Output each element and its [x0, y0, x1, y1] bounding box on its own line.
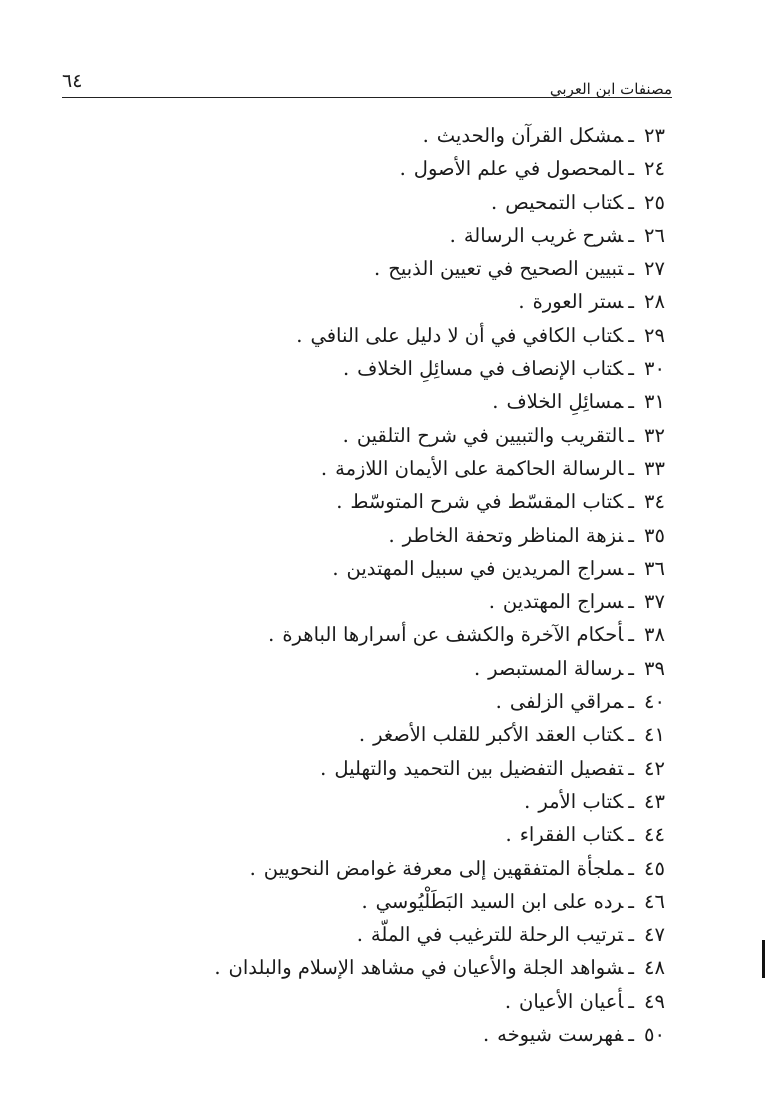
entry-period: . [296, 323, 303, 347]
entry-separator: ـ [628, 756, 634, 780]
entry-number: ٢٦ [644, 223, 665, 247]
entry-title: فهرست شيوخه [497, 1023, 624, 1047]
entry-number: ٣٣ [644, 456, 665, 480]
list-item [105, 685, 665, 718]
entry-title: الرسالة الحاكمة على الأيمان اللازمة [335, 456, 624, 480]
entry-separator: ـ [628, 357, 634, 381]
entry-separator: ـ [628, 556, 634, 580]
entry-number: ٥٠ [644, 1023, 665, 1047]
entry-title: رسالة المستبصر [488, 656, 624, 680]
entry-separator: ـ [628, 490, 634, 514]
entry-period: . [358, 723, 366, 747]
entry-number: ٣٥ [644, 523, 665, 547]
entry-separator: ـ [628, 789, 634, 813]
entry-title: أحكام الآخرة والكشف عن أسرارها الباهرة [282, 623, 624, 647]
entry-period: . [320, 756, 327, 780]
entry-period: . [518, 290, 525, 314]
entry-period: . [268, 623, 275, 647]
entry-number: ٣٧ [644, 590, 665, 614]
entry-period: . [422, 124, 429, 147]
entry-number: ٣١ [644, 390, 665, 414]
entry-separator: ـ [628, 956, 634, 980]
entry-separator: ـ [628, 1023, 634, 1047]
entry-separator: ـ [628, 390, 634, 414]
entry-title: مراقي الزلفى [509, 690, 624, 714]
entry-period: . [320, 456, 328, 480]
entry-period: . [491, 190, 498, 214]
list-item [105, 119, 665, 152]
entry-title: المحصول في علم الأصول [413, 157, 624, 181]
entry-number: ٢٩ [644, 323, 665, 347]
list-item [105, 652, 665, 685]
entry-number: ٣٩ [644, 656, 665, 680]
entry-number: ٢٤ [644, 157, 665, 181]
list-item [105, 785, 665, 818]
list-item [105, 485, 665, 518]
list-item [105, 186, 665, 219]
list-item [105, 352, 665, 385]
entry-title: كتاب العقد الأكبر للقلب الأصغر [373, 723, 624, 747]
entry-title: سراج المهتدين [502, 590, 624, 614]
entry-title: شواهد الجلة والأعيان في مشاهد الإسلام والبلدان [228, 956, 624, 980]
list-item [105, 285, 665, 318]
list-item [105, 718, 665, 751]
entry-separator: ـ [628, 889, 634, 913]
entry-separator: ـ [628, 456, 634, 480]
entry-title: كتاب الأمر [538, 789, 624, 813]
entry-number: ٤٢ [644, 756, 665, 780]
entry-title: كتاب المقسّط في شرح المتوسّط [350, 490, 624, 514]
page-header [62, 68, 672, 98]
entry-period: . [399, 157, 406, 181]
entry-period: . [249, 856, 256, 880]
list-item [105, 852, 665, 885]
entry-title: مسائِلِ الخلاف [506, 390, 624, 414]
entry-period: . [492, 390, 499, 414]
entry-title: ستر العورة [532, 290, 624, 314]
entry-number: ٣٨ [644, 623, 665, 647]
list-item [105, 818, 665, 851]
list-item [105, 385, 665, 418]
entry-title: ملجأة المتفقهين إلى معرفة غوامض النحويين [263, 856, 624, 880]
entry-title: التقريب والتبيين في شرح التلقين [356, 423, 624, 447]
entry-number: ٤٤ [644, 823, 665, 847]
list-item [105, 419, 665, 452]
entry-period: . [361, 889, 368, 913]
list-item [105, 885, 665, 918]
list-item [105, 552, 665, 585]
entry-separator: ـ [628, 523, 634, 547]
running-title: مصنفات ابن العربي [549, 80, 672, 98]
entry-period: . [449, 223, 456, 247]
header-rule [62, 97, 672, 98]
entry-period: . [482, 1023, 490, 1047]
entry-title: نزهة المناظر وتحفة الخاطر [402, 523, 624, 547]
entry-number: ٤٥ [644, 856, 665, 880]
entry-period: . [214, 956, 221, 980]
works-list [105, 119, 665, 1051]
entry-number: ٤١ [644, 723, 665, 747]
list-item [105, 452, 665, 485]
list-item [105, 918, 665, 951]
entry-period: . [332, 556, 339, 580]
entry-number: ٣٢ [644, 423, 665, 447]
entry-title: كتاب الكافي في أن لا دليل على النافي [310, 323, 624, 347]
list-item [105, 752, 665, 785]
entry-period: . [336, 490, 343, 514]
page-number: ٦٤ [62, 70, 83, 92]
entry-title: كتاب التمحيص [505, 190, 624, 214]
entry-number: ٤٦ [644, 889, 665, 913]
list-item [105, 951, 665, 984]
entry-separator: ـ [628, 190, 634, 214]
entry-separator: ـ [628, 723, 634, 747]
entry-number: ٤٩ [644, 989, 665, 1013]
entry-period: . [524, 789, 531, 813]
entry-separator: ـ [628, 656, 634, 680]
entry-separator: ـ [628, 923, 634, 947]
entry-number: ٢٨ [644, 290, 665, 314]
list-item [105, 585, 665, 618]
entry-period: . [504, 989, 512, 1013]
entry-number: ٤٧ [644, 923, 665, 947]
entry-number: ٢٣ [644, 124, 665, 147]
entry-period: . [495, 690, 502, 714]
entry-number: ٤٣ [644, 789, 665, 813]
entry-number: ٣٠ [644, 357, 665, 381]
entry-title: سراج المريدين في سبيل المهتدين [346, 556, 624, 580]
entry-title: تفصيل التفضيل بين التحميد والتهليل [334, 756, 624, 780]
entry-period: . [374, 257, 381, 281]
entry-separator: ـ [628, 157, 634, 181]
entry-period: . [505, 823, 512, 847]
entry-separator: ـ [628, 590, 634, 614]
entry-separator: ـ [628, 290, 634, 314]
list-item [105, 618, 665, 651]
entry-title: كتاب الإنصاف في مسائِلِ الخلاف [357, 357, 624, 381]
list-item [105, 985, 665, 1018]
entry-separator: ـ [628, 690, 634, 714]
entry-number: ٢٥ [644, 190, 665, 214]
entry-number: ٣٦ [644, 556, 665, 580]
list-item [105, 252, 665, 285]
entry-title: تبيين الصحيح في تعيين الذبيح [388, 257, 624, 281]
entry-title: رده على ابن السيد البَطَلْيُوسي [375, 889, 624, 913]
entry-period: . [388, 523, 395, 547]
entry-number: ٣٤ [644, 490, 665, 514]
list-item [105, 1018, 665, 1051]
entry-number: ٤٠ [644, 690, 665, 714]
entry-separator: ـ [628, 223, 634, 247]
entry-separator: ـ [628, 823, 634, 847]
entry-title: ترتيب الرحلة للترغيب في الملّة [370, 923, 624, 947]
entry-separator: ـ [628, 989, 634, 1013]
list-item [105, 519, 665, 552]
list-item [105, 319, 665, 352]
entry-period: . [342, 357, 350, 381]
entry-separator: ـ [628, 856, 634, 880]
list-item [105, 219, 665, 252]
entry-period: . [356, 923, 363, 947]
entry-period: . [488, 590, 495, 614]
entry-separator: ـ [628, 257, 634, 281]
entry-number: ٤٨ [644, 956, 665, 980]
entry-period: . [342, 423, 349, 447]
entry-title: مشكل القرآن والحديث [436, 124, 624, 147]
entry-title: كتاب الفقراء [519, 823, 624, 847]
entry-separator: ـ [628, 323, 634, 347]
list-item [105, 152, 665, 185]
entry-title: شرح غريب الرسالة [463, 223, 624, 247]
entry-number: ٢٧ [644, 257, 665, 281]
entry-period: . [473, 656, 481, 680]
entry-separator: ـ [628, 423, 634, 447]
entry-separator: ـ [628, 623, 634, 647]
entry-separator: ـ [628, 124, 634, 147]
entry-title: أعيان الأعيان [519, 989, 624, 1013]
